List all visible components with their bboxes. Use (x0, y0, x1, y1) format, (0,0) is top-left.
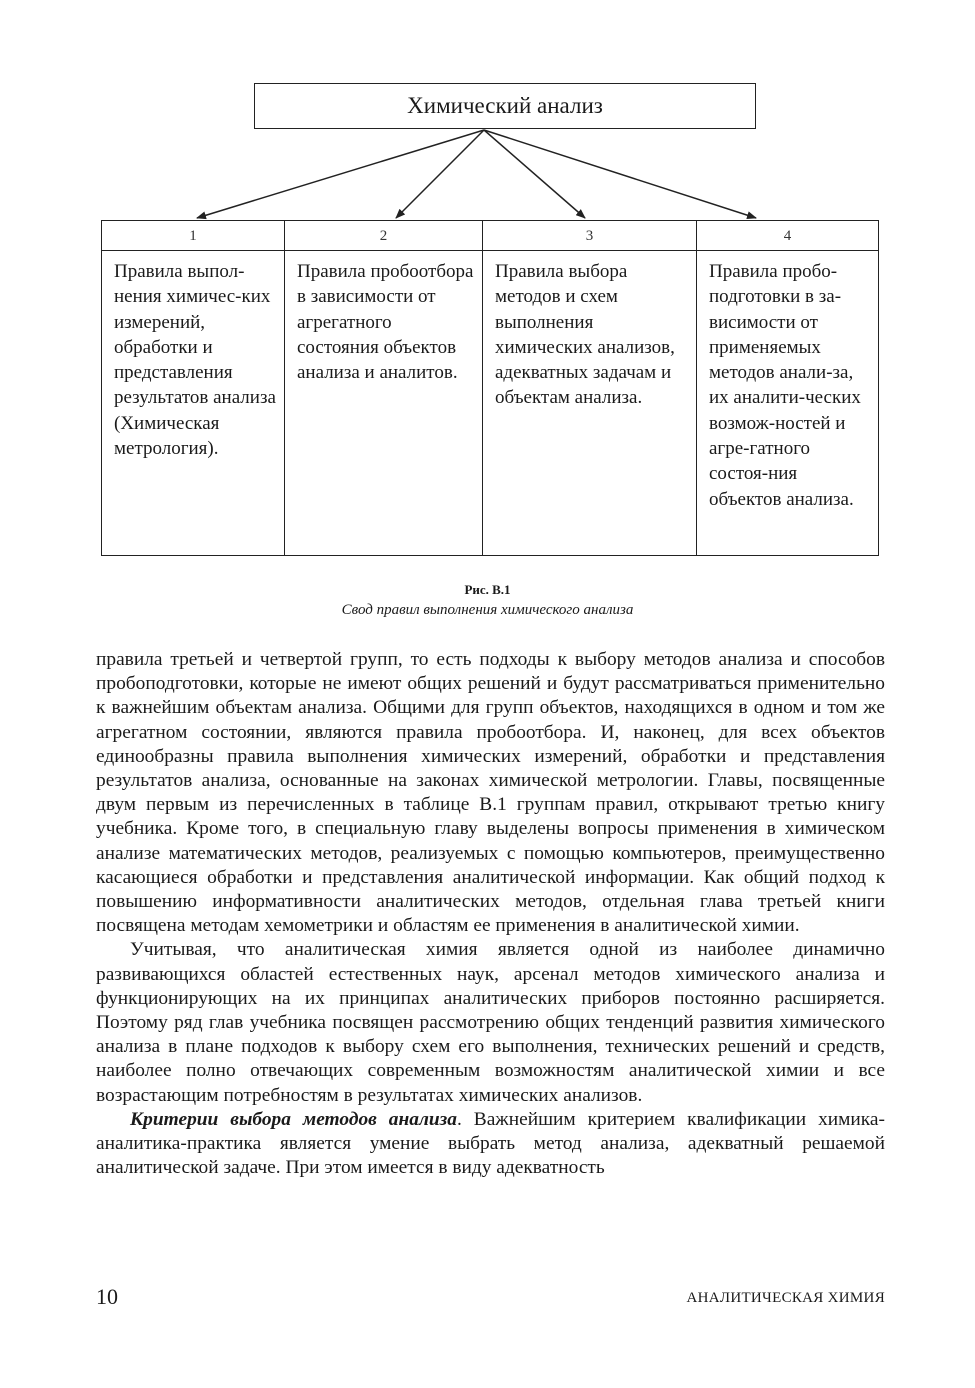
paragraph (96, 1108, 885, 1181)
paragraph: правила третьей и четвертой групп, то есть подходы к выбору методов анализа и способов пробоподготовки, которые не имеют общих решений и будут рассматриваться применительно к важнейшим объектам анализа. Общими для групп объектов, находящихся в одном и том же агрегатном состоянии, являются правила пробоотбора. И, наконец, для всех объектов единообразны правила выполнения химических измерений, обработки и представления результатов анализа, основанные на законах химической метрологии. Главы, посвященные двум первым из перечисленных в таблице В.1 группам правил, открывают третью книгу учебника. Кроме того, в специальную главу выделены вопросы применения в химическом анализе математических методов, реализуемых с помощью компьютеров, преимущественно касающиеся обработки и представления аналитической информации. Как общий подход к повышению информативности аналитических методов, отдельная глава третьей книги посвящена методам хемометрики и областям ее применения в аналитической химии. (96, 649, 885, 937)
paragraph-text: . Важнейшим критерием квалификации химика-аналитика-практика является умение выбрать метод анализа, адекватный решаемой аналитической задаче. При этом имеется в виду адекватность (96, 1108, 885, 1179)
figure-caption-number: Рис. В.1 (464, 582, 511, 597)
figure-caption-text: Свод правил выполнения химического анализа (341, 602, 634, 618)
column-text: Правила выпол-нения химичес-ких измерений, обработки и представления результатов анализа (Химическая метрология). (102, 251, 285, 555)
arrow-to-column-4 (484, 130, 756, 218)
arrow-to-column-3 (484, 130, 585, 218)
body-text (96, 648, 885, 1180)
paragraph-term: Критерии выбора методов анализа (130, 1108, 457, 1130)
column-text: Правила пробоотбора в зависимости от агрегатного состояния объектов анализа и аналитов. (285, 251, 483, 555)
page-number: 10 (96, 1284, 118, 1309)
column-number: 3 (483, 221, 697, 251)
column-text: Правила пробо-подготовки в за-висимости от применяемых методов анали-за, их аналити-ческих возмож-ностей и агре-гатного состоя-ния объектов анализа. (709, 261, 861, 510)
column-number: 4 (697, 221, 878, 251)
column-text: Правила выбора методов и схем выполнения химических анализов, адекватных задачам и объектам анализа. (483, 251, 697, 555)
root-box (254, 83, 756, 129)
paragraph: Учитывая, что аналитическая химия является одной из наиболее динамично развивающихся областей естественных наук, арсенал методов химического анализа и функционирующих на их принципах аналитических приборов постоянно расширяется. Поэтому ряд глав учебника посвящен рассмотрению общих тенденций развития химического анализа в плане подходов к выбору схем его выполнения, технических решений и средств, наиболее полно отвечающих современным возможностям аналитической химии и все возрастающим потребностям в результатах химических анализов. (96, 939, 885, 1106)
column-number: 1 (102, 221, 285, 251)
column-number: 2 (285, 221, 483, 251)
root-label: Химический анализ (407, 93, 603, 118)
figure-diagram (0, 0, 975, 560)
rules-grid (101, 220, 879, 556)
running-title: АНАЛИТИЧЕСКАЯ ХИМИЯ (686, 1290, 885, 1306)
